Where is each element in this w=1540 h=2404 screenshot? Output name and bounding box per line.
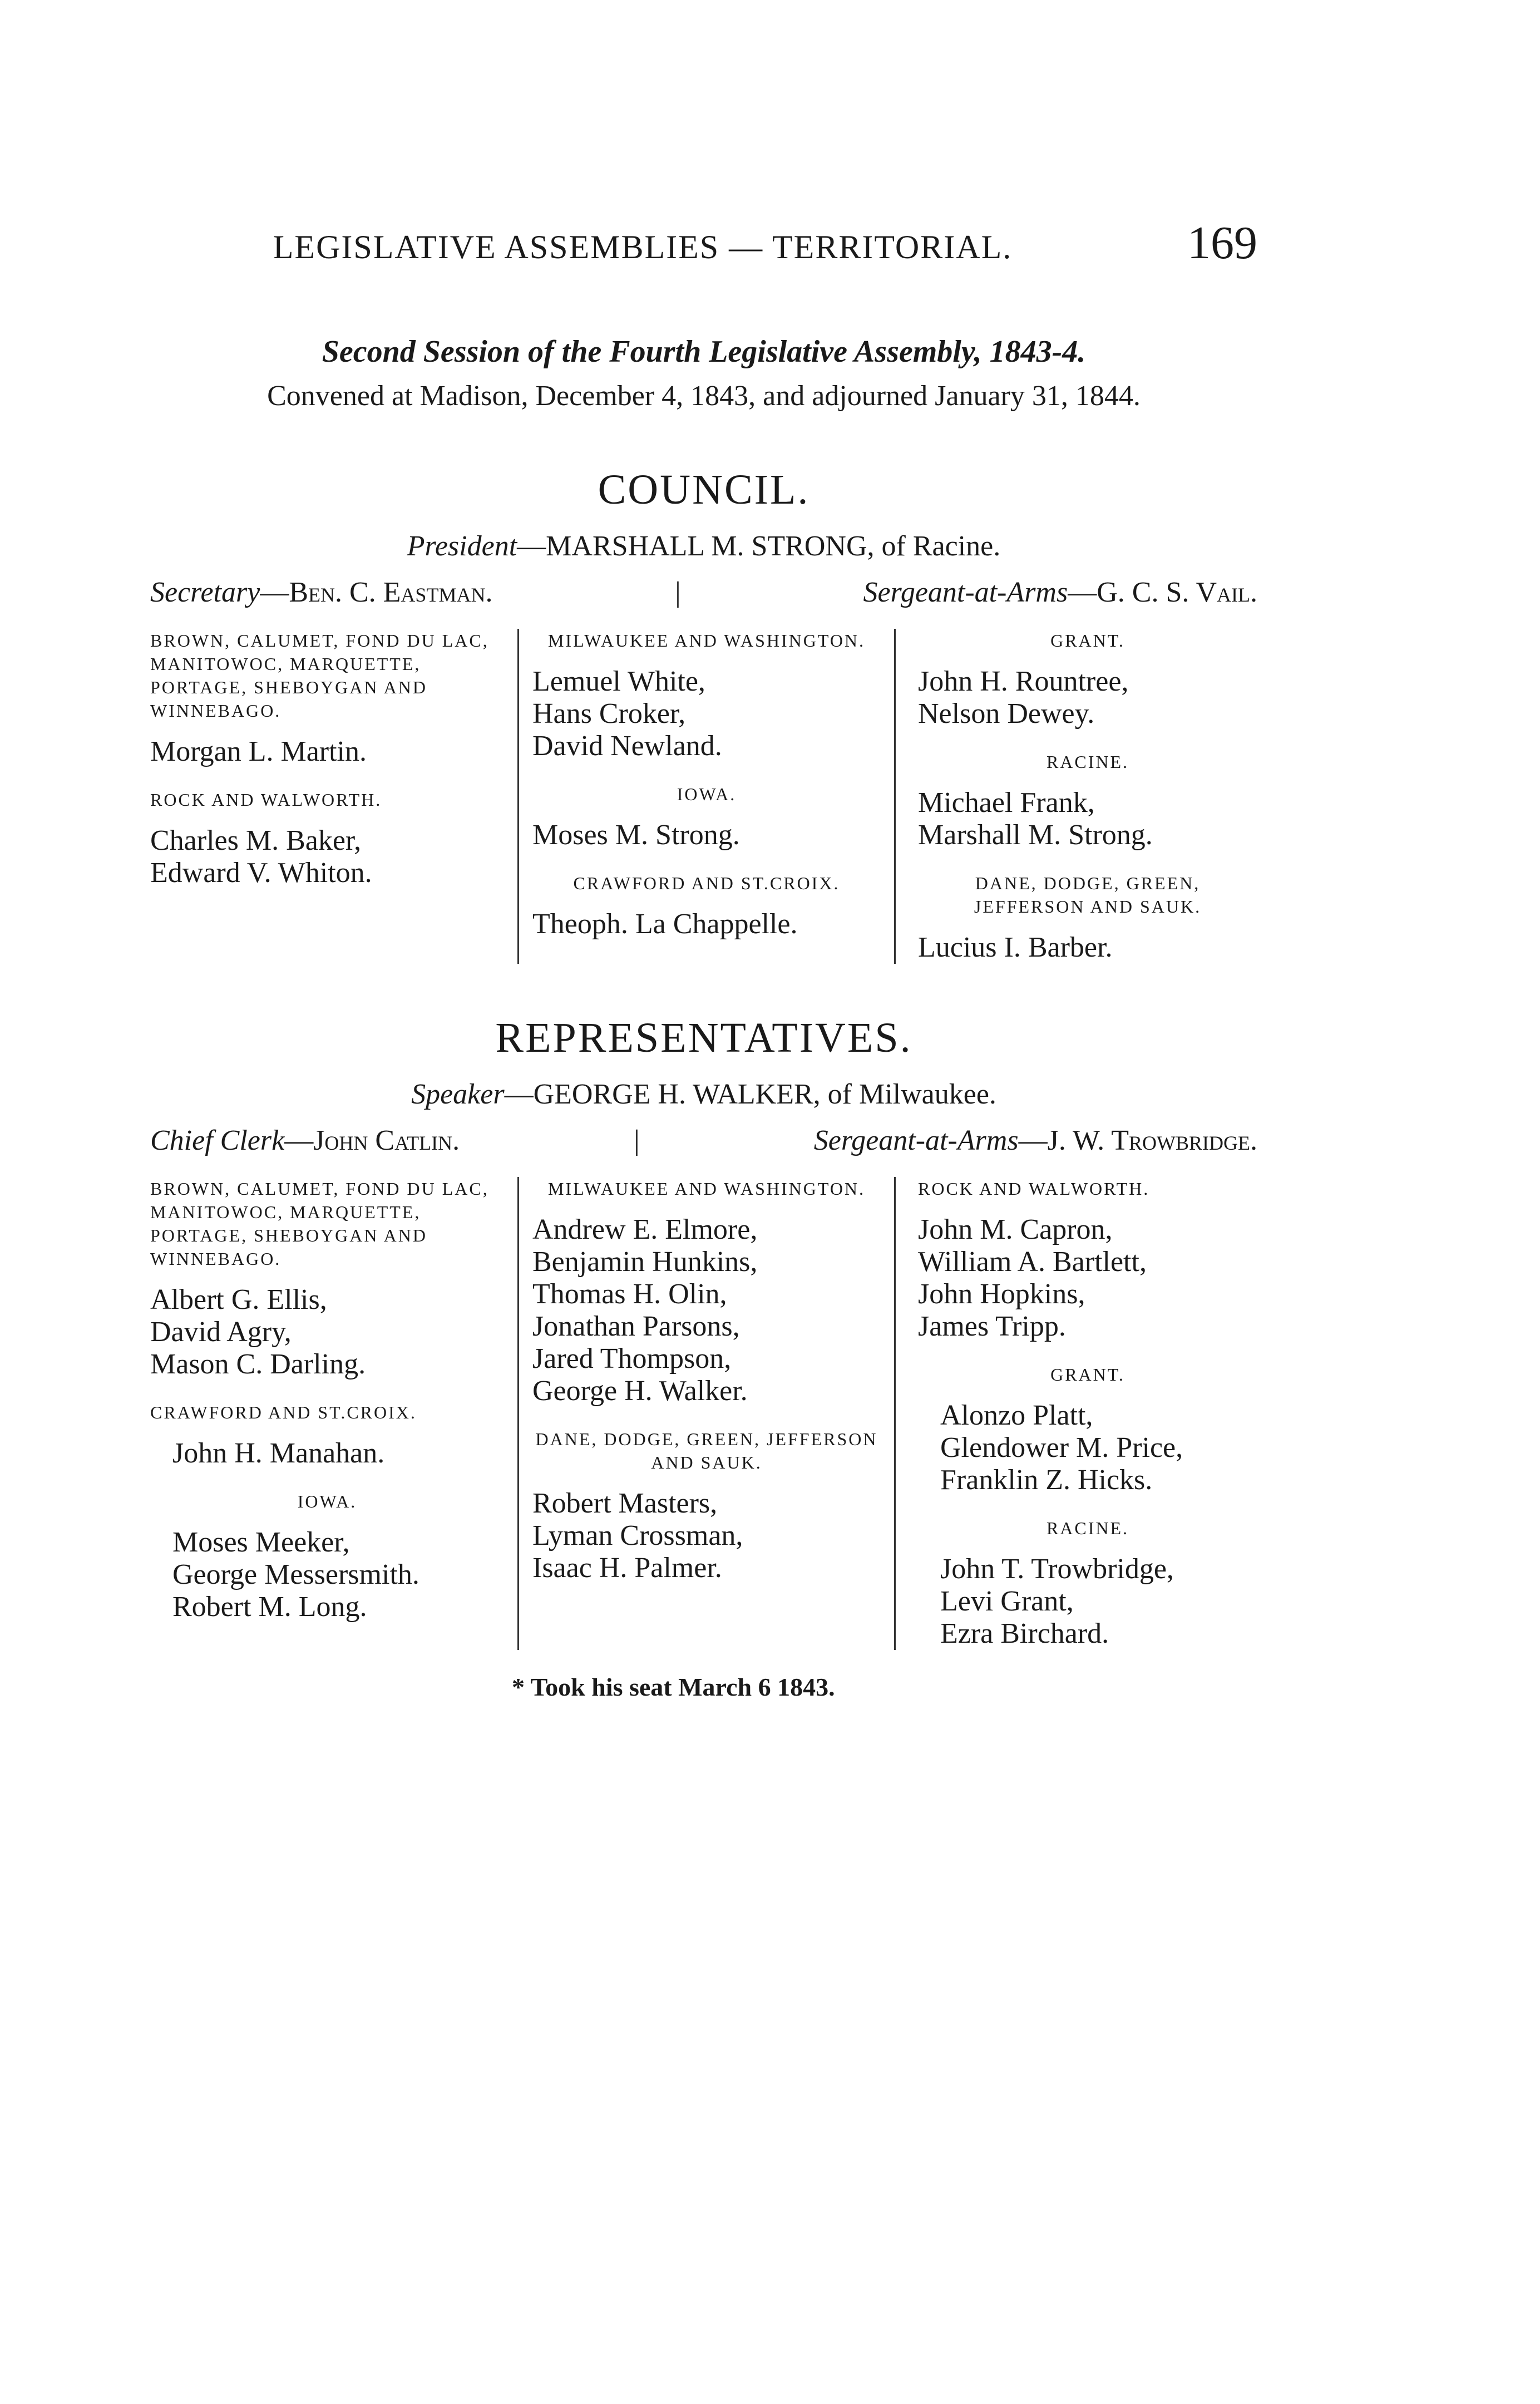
clerk-name: John Catlin. <box>313 1125 460 1156</box>
district-heading: BROWN, CALUMET, FOND DU LAC, MANITOWOC, MARQUETTE, PORTAGE, SHEBOYGAN AND WINNEBAGO. <box>150 1179 489 1269</box>
member: George H. Walker. <box>532 1375 748 1407</box>
president-name: MARSHALL M. STRONG, of Racine. <box>546 530 1001 562</box>
district-heading: CRAWFORD AND ST.CROIX. <box>573 873 840 893</box>
secretary-label: Secretary <box>150 577 260 608</box>
district-heading: RACINE. <box>1046 752 1129 772</box>
member: David Agry, <box>150 1316 292 1348</box>
member-list <box>918 787 1257 851</box>
district-heading: GRANT. <box>1050 630 1125 651</box>
district-heading: GRANT. <box>1050 1364 1125 1385</box>
council-sergeant: Sergeant-at-Arms—G. C. S. Vail. <box>863 577 1257 608</box>
council-officers <box>150 576 1257 609</box>
member-list <box>918 1214 1257 1343</box>
member: Hans Croker, <box>532 698 686 730</box>
member: William A. Bartlett, <box>918 1246 1147 1278</box>
member-list <box>150 825 504 889</box>
district-heading: BROWN, CALUMET, FOND DU LAC, MANITOWOC, MARQUETTE, PORTAGE, SHEBOYGAN AND WINNEBAGO. <box>150 630 489 721</box>
representatives-officers <box>150 1124 1257 1157</box>
representatives-heading: REPRESENTATIVES. <box>495 1014 912 1061</box>
sergeant-name: G. C. S. Vail. <box>1097 577 1257 608</box>
member-list <box>150 1526 504 1623</box>
page-number: 169 <box>1187 217 1257 269</box>
member: Lemuel White, <box>532 666 705 697</box>
member: Mason C. Darling. <box>150 1348 366 1380</box>
page <box>150 211 1257 1702</box>
member: Morgan L. Martin. <box>150 736 367 767</box>
member: Moses M. Strong. <box>532 819 740 851</box>
member-list <box>918 1553 1257 1650</box>
council-column-1 <box>150 629 517 964</box>
representatives-column-1 <box>150 1177 517 1650</box>
representatives-columns <box>150 1177 1257 1650</box>
council-secretary: Secretary—Ben. C. Eastman. <box>150 577 493 608</box>
member-list <box>918 932 1257 964</box>
member: Benjamin Hunkins, <box>532 1246 758 1278</box>
member: Robert Masters, <box>532 1487 718 1519</box>
member: Thomas H. Olin, <box>532 1278 727 1310</box>
council-columns <box>150 629 1257 964</box>
district-heading: DANE, DODGE, GREEN, JEFFERSON AND SAUK. <box>974 873 1202 917</box>
council-column-3 <box>896 629 1257 964</box>
council-heading: COUNCIL. <box>598 466 810 513</box>
member-list <box>532 908 881 940</box>
member-list <box>532 666 881 762</box>
member: Charles M. Baker, <box>150 825 362 856</box>
officer-separator: | <box>675 577 681 608</box>
member: Marshall M. Strong. <box>918 819 1153 851</box>
member: Lucius I. Barber. <box>918 932 1113 963</box>
district-heading: ROCK AND WALWORTH. <box>150 790 382 810</box>
representatives-column-2 <box>517 1177 896 1650</box>
member: Albert G. Ellis, <box>150 1284 327 1316</box>
member: Glendower M. Price, <box>940 1432 1183 1464</box>
secretary-name: Ben. C. Eastman. <box>289 577 493 608</box>
member: James Tripp. <box>918 1311 1066 1342</box>
member: John M. Capron, <box>918 1214 1113 1245</box>
member: Alonzo Platt, <box>940 1400 1093 1431</box>
running-title: LEGISLATIVE ASSEMBLIES — TERRITORIAL. <box>273 229 1013 265</box>
member-list <box>918 666 1257 730</box>
running-head <box>150 211 1257 278</box>
district-heading: RACINE. <box>1046 1518 1129 1538</box>
member: Jonathan Parsons, <box>532 1311 740 1342</box>
member-list <box>150 736 504 768</box>
member: Jared Thompson, <box>532 1343 732 1375</box>
member: Levi Grant, <box>940 1585 1074 1617</box>
council-column-2 <box>517 629 896 964</box>
district-heading: DANE, DODGE, GREEN, JEFFERSON AND SAUK. <box>535 1429 878 1472</box>
speaker-line: Speaker—GEORGE H. WALKER, of Milwaukee. <box>411 1078 996 1110</box>
member: John T. Trowbridge, <box>940 1553 1174 1585</box>
district-heading: MILWAUKEE AND WASHINGTON. <box>547 1179 866 1199</box>
member: Theoph. La Chappelle. <box>532 908 798 940</box>
session-title: Second Session of the Fourth Legislative Assembly, 1843-4. <box>322 334 1086 369</box>
member-list <box>532 1487 881 1584</box>
speaker-label: Speaker <box>411 1078 505 1110</box>
footnote: * Took his seat March 6 1843. <box>512 1673 835 1701</box>
member-list <box>918 1400 1257 1496</box>
member: Nelson Dewey. <box>918 698 1095 730</box>
member: Michael Frank, <box>918 787 1095 819</box>
district-heading: IOWA. <box>677 784 737 804</box>
member: Franklin Z. Hicks. <box>940 1464 1153 1496</box>
member-list <box>150 1284 504 1381</box>
member-list <box>532 819 881 851</box>
sergeant-label: Sergeant-at-Arms <box>813 1125 1019 1156</box>
member: Moses Meeker, <box>172 1526 350 1558</box>
member: Lyman Crossman, <box>532 1520 743 1551</box>
member-list <box>532 1214 881 1407</box>
member: George Messersmith. <box>172 1559 419 1590</box>
member: John H. Rountree, <box>918 666 1129 697</box>
sergeant-name: J. W. Trowbridge. <box>1047 1125 1257 1156</box>
member: Edward V. Whiton. <box>150 857 372 889</box>
council-president: President—MARSHALL M. STRONG, of Racine. <box>407 530 1001 562</box>
representatives-column-3 <box>896 1177 1257 1650</box>
member: John Hopkins, <box>918 1278 1085 1310</box>
sergeant-label: Sergeant-at-Arms <box>863 577 1068 608</box>
district-heading: CRAWFORD AND ST.CROIX. <box>150 1402 417 1422</box>
member-list <box>150 1437 504 1470</box>
clerk-label: Chief Clerk <box>150 1125 285 1156</box>
member: Isaac H. Palmer. <box>532 1552 722 1584</box>
speaker-name: GEORGE H. WALKER, of Milwaukee. <box>533 1078 996 1110</box>
member: David Newland. <box>532 730 722 762</box>
member: Robert M. Long. <box>172 1591 367 1623</box>
representatives-sergeant: Sergeant-at-Arms—J. W. Trowbridge. <box>813 1125 1257 1156</box>
chief-clerk: Chief Clerk—John Catlin. <box>150 1125 460 1156</box>
district-heading: MILWAUKEE AND WASHINGTON. <box>547 630 866 651</box>
convened-line: Convened at Madison, December 4, 1843, and adjourned January 31, 1844. <box>267 380 1141 412</box>
president-label: President <box>407 530 517 562</box>
district-heading: ROCK AND WALWORTH. <box>918 1179 1150 1199</box>
member: Andrew E. Elmore, <box>532 1214 758 1245</box>
officer-separator: | <box>634 1125 640 1156</box>
district-heading: IOWA. <box>297 1491 357 1511</box>
member: Ezra Birchard. <box>940 1618 1109 1649</box>
member: John H. Manahan. <box>172 1437 385 1469</box>
